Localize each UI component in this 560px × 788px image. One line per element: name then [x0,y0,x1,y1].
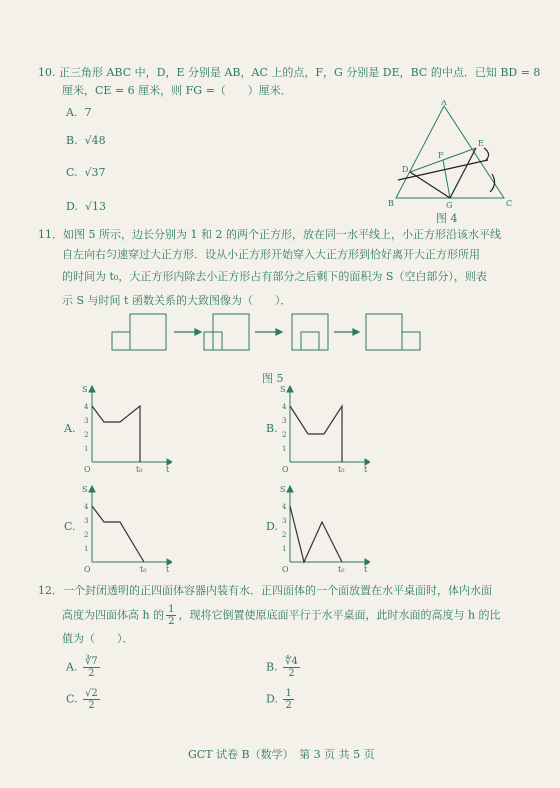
svg-text:t₀: t₀ [338,465,345,474]
svg-text:2: 2 [84,431,89,439]
svg-text:3: 3 [282,517,287,525]
svg-text:t₀: t₀ [136,465,143,474]
q10-triangle-figure [388,100,518,210]
label-b: B [388,199,394,208]
svg-text:S: S [82,385,88,394]
svg-text:2: 2 [282,431,287,439]
svg-text:t₀: t₀ [140,565,147,574]
q12-line1: 12．一个封闭透明的正四面体容器内装有水．正四面体的一个面放置在水平桌面时，体内水面 [38,584,492,597]
label-g: G [446,201,453,210]
q11-line4: 示 S 与时间 t 函数关系的大致图像为（ ）． [62,294,292,307]
q11-option-a-label: A. [64,422,76,435]
q11-line2: 自左向右匀速穿过大正方形．设从小正方形开始穿入大正方形到恰好离开大正方形所用 [62,248,480,261]
q11-sequence-figure [100,310,450,360]
label-d: D [402,165,409,174]
svg-text:4: 4 [84,503,89,511]
svg-text:3: 3 [282,417,287,425]
svg-text:S: S [280,485,286,494]
label-e: E [478,139,484,148]
q11-option-c-label: C. [64,520,76,533]
page-footer: GCT 试卷 B（数学） 第 3 页 共 5 页 [188,748,375,761]
svg-text:S: S [82,485,88,494]
svg-text:4: 4 [282,503,287,511]
svg-text:t: t [364,565,368,574]
svg-text:1: 1 [282,445,287,453]
q10-line2: 厘米，CE = 6 厘米，则 FG =（ ）厘米． [62,84,292,97]
q11-graph-a [82,384,172,474]
q12-line2: 高度为四面体高 h 的 $\frac{1}{2}$ ，现将它倒置使原底面平行于水平桌面，此时水面的高度与 h 的比 [62,604,501,627]
q12-option-c: C. $\frac{√2}{2}$ [66,688,98,711]
q11-option-b-label: B. [266,422,278,435]
q11-graph-b [280,384,370,474]
q10-option-d: D. √13 [66,200,106,213]
q11-graph-c [82,484,172,574]
svg-text:4: 4 [282,403,287,411]
q12-option-b: B. $\frac{∜4}{2}$ [266,656,298,679]
svg-text:1: 1 [84,445,89,453]
svg-text:1: 1 [282,545,287,553]
svg-text:2: 2 [282,531,287,539]
svg-text:O: O [282,565,289,574]
q11-graph-d [280,484,370,574]
svg-text:2: 2 [84,531,89,539]
svg-text:t: t [166,565,170,574]
svg-text:3: 3 [84,417,89,425]
q10-line1: 10. 正三角形 ABC 中，D，E 分别是 AB，AC 上的点，F，G 分别是 DE，BC 的中点．已知 BD = 8 [38,66,541,79]
q10-option-c: C. √37 [66,166,106,179]
label-c: C [506,199,513,208]
label-a: A [441,100,447,107]
q10-option-a: A. 7 [66,106,92,119]
svg-text:t₀: t₀ [338,565,345,574]
q12-line3: 值为（ ）． [62,632,134,645]
q10-option-b: B. √48 [66,134,106,147]
q11-line1: 11．如图 5 所示，边长分别为 1 和 2 的两个正方形，放在同一水平线上，小正方形沿该水平线 [38,228,501,241]
label-f: F [438,151,444,160]
svg-text:O: O [84,465,91,474]
q12-option-d: D. $\frac{1}{2}$ [266,688,292,711]
q11-line3: 的时间为 t₀，大正方形内除去小正方形占有部分之后剩下的面积为 S（空白部分），则表 [62,270,487,283]
svg-text:O: O [282,465,289,474]
svg-text:t: t [364,465,368,474]
svg-text:S: S [280,385,286,394]
svg-text:3: 3 [84,517,89,525]
svg-text:1: 1 [84,545,89,553]
svg-text:t: t [166,465,170,474]
svg-text:4: 4 [84,403,89,411]
svg-text:O: O [84,565,91,574]
figure5-caption: 图 5 [262,372,284,385]
q11-option-d-label: D. [266,520,278,533]
figure4-caption: 图 4 [436,212,458,225]
q12-option-a: A. $\frac{∛7}{2}$ [66,656,98,679]
